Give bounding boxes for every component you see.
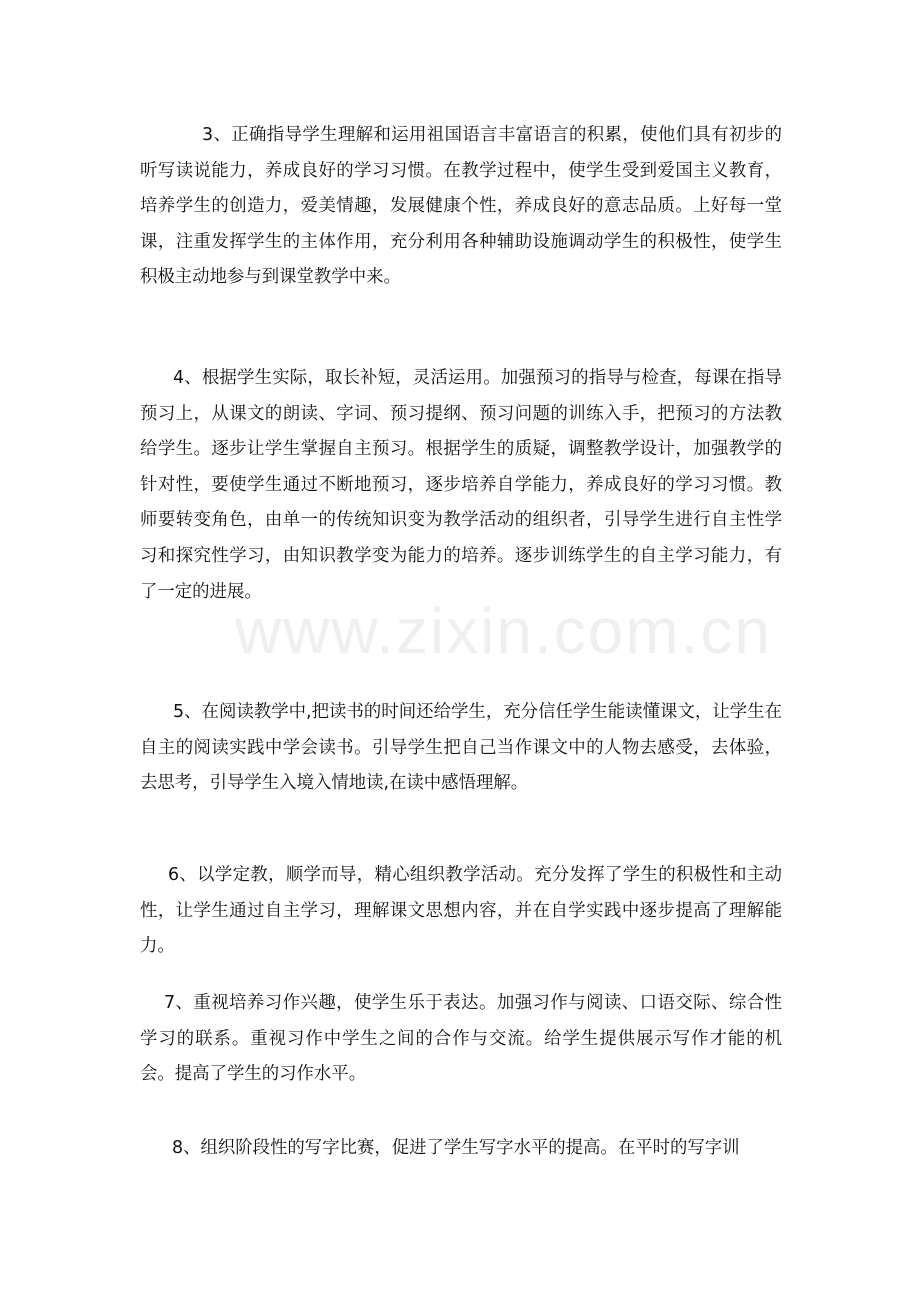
paragraph-3: 3、正确指导学生理解和运用祖国语言丰富语言的积累，使他们具有初步的听写读说能力，养成良好的学习习惯。在教学过程中，使学生受到爱国主义教育，培养学生的创造力，爱美情趣，发展健康个性，养成良好的意志品质。上好每一堂课，注重发挥学生的主体作用，充分利用各种辅助设施调动学生的积极性，使学生积极主动地参与到课堂教学中来。 (140, 125, 782, 288)
paragraph-8: 8、组织阶段性的写字比赛，促进了学生写字水平的提高。在平时的写字训 (172, 1138, 740, 1158)
paragraph-4: 4、根据学生实际，取长补短，灵活运用。加强预习的指导与检查，每课在指导预习上，从课文的朗读、字词、预习提纲、预习问题的训练入手，把预习的方法教给学生。逐步让学生掌握自主预习。根据学生的质疑，调整教学设计，加强教学的针对性，要使学生通过不断地预习，逐步培养自学能力，养成良好的学习习惯。教师要转变角色，由单一的传统知识变为教学活动的组织者，引导学生进行自主性学习和探究性学习，由知识教学变为能力的培养。逐步训练学生的自主学习能力，有了一定的进展。 (140, 368, 782, 602)
paragraph-7: 7、重视培养习作兴趣，使学生乐于表达。加强习作与阅读、口语交际、综合性学习的联系。重视习作中学生之间的合作与交流。给学生提供展示写作才能的机会。提高了学生的习作水平。 (140, 993, 782, 1085)
paragraph-6: 6、以学定教，顺学而导，精心组织教学活动。充分发挥了学生的积极性和主动性，让学生通过自主学习，理解课文思想内容，并在自学实践中逐步提高了理解能力。 (140, 865, 782, 957)
paragraph-5: 5、在阅读教学中,把读书的时间还给学生，充分信任学生能读懂课文，让学生在自主的阅读实践中学会读书。引导学生把自己当作课文中的人物去感受，去体验，去思考，引导学生入境入情地读,在读中感悟理解。 (140, 702, 782, 794)
watermark: www.zixin.com.cn (235, 595, 772, 667)
